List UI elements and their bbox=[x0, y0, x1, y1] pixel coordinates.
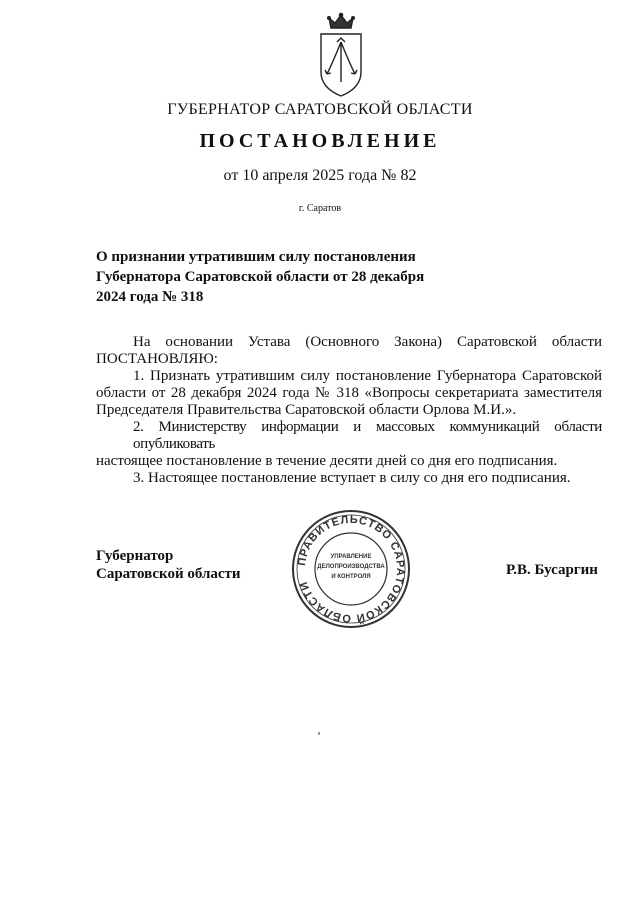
body-intro-line: На основании Устава (Основного Закона) Саратовской области bbox=[133, 334, 602, 350]
body-intro-decree: ПОСТАНОВЛЯЮ: bbox=[96, 351, 218, 367]
issuer-heading: ГУБЕРНАТОР САРАТОВСКОЙ ОБЛАСТИ bbox=[167, 101, 473, 118]
signatory-position-line: Губернатор bbox=[96, 548, 174, 564]
signatory-position-line: Саратовской области bbox=[96, 566, 241, 582]
document-body bbox=[96, 334, 602, 487]
seal-center-line: УПРАВЛЕНИЕ bbox=[330, 554, 372, 560]
title-line: Губернатора Саратовской области от 28 декабря bbox=[96, 269, 425, 285]
title-line: 2024 года № 318 bbox=[96, 289, 204, 305]
seal-ring-text: ПРАВИТЕЛЬСТВО САРАТОВСКОЙ ОБЛАСТИ bbox=[295, 513, 407, 625]
document-city: г. Саратов bbox=[298, 203, 342, 214]
body-item-2: 2. Министерству информации и массовых коммуникаций области опубликовать bbox=[133, 419, 602, 452]
seal-center-line: ДЕЛОПРОИЗВОДСТВА bbox=[317, 564, 385, 570]
coat-of-arms-icon bbox=[317, 12, 365, 98]
document-title bbox=[96, 247, 456, 307]
body-item-1-cont: Председателя Правительства Саратовской области Орлова М.И.». bbox=[96, 402, 517, 418]
scan-speck bbox=[318, 732, 320, 735]
body-item-1-cont: области от 28 декабря 2024 года № 318 «Вопросы секретариата заместителя bbox=[96, 385, 602, 401]
document-date: от 10 апреля 2025 года № 82 bbox=[223, 167, 417, 184]
signatory-position bbox=[96, 547, 241, 583]
title-line: О признании утратившим силу постановления bbox=[96, 249, 416, 265]
signatory-name: Р.В. Бусаргин bbox=[506, 562, 598, 578]
document-type: ПОСТАНОВЛЕНИЕ bbox=[199, 130, 441, 152]
body-item-2-cont: настоящее постановление в течение десяти дней со дня его подписания. bbox=[96, 453, 558, 469]
seal-center-line: И КОНТРОЛЯ bbox=[331, 574, 371, 580]
body-item-1: 1. Признать утратившим силу постановление Губернатора Саратовской bbox=[133, 368, 602, 384]
body-item-3: 3. Настоящее постановление вступает в силу со дня его подписания. bbox=[133, 470, 571, 486]
official-seal bbox=[290, 508, 412, 630]
